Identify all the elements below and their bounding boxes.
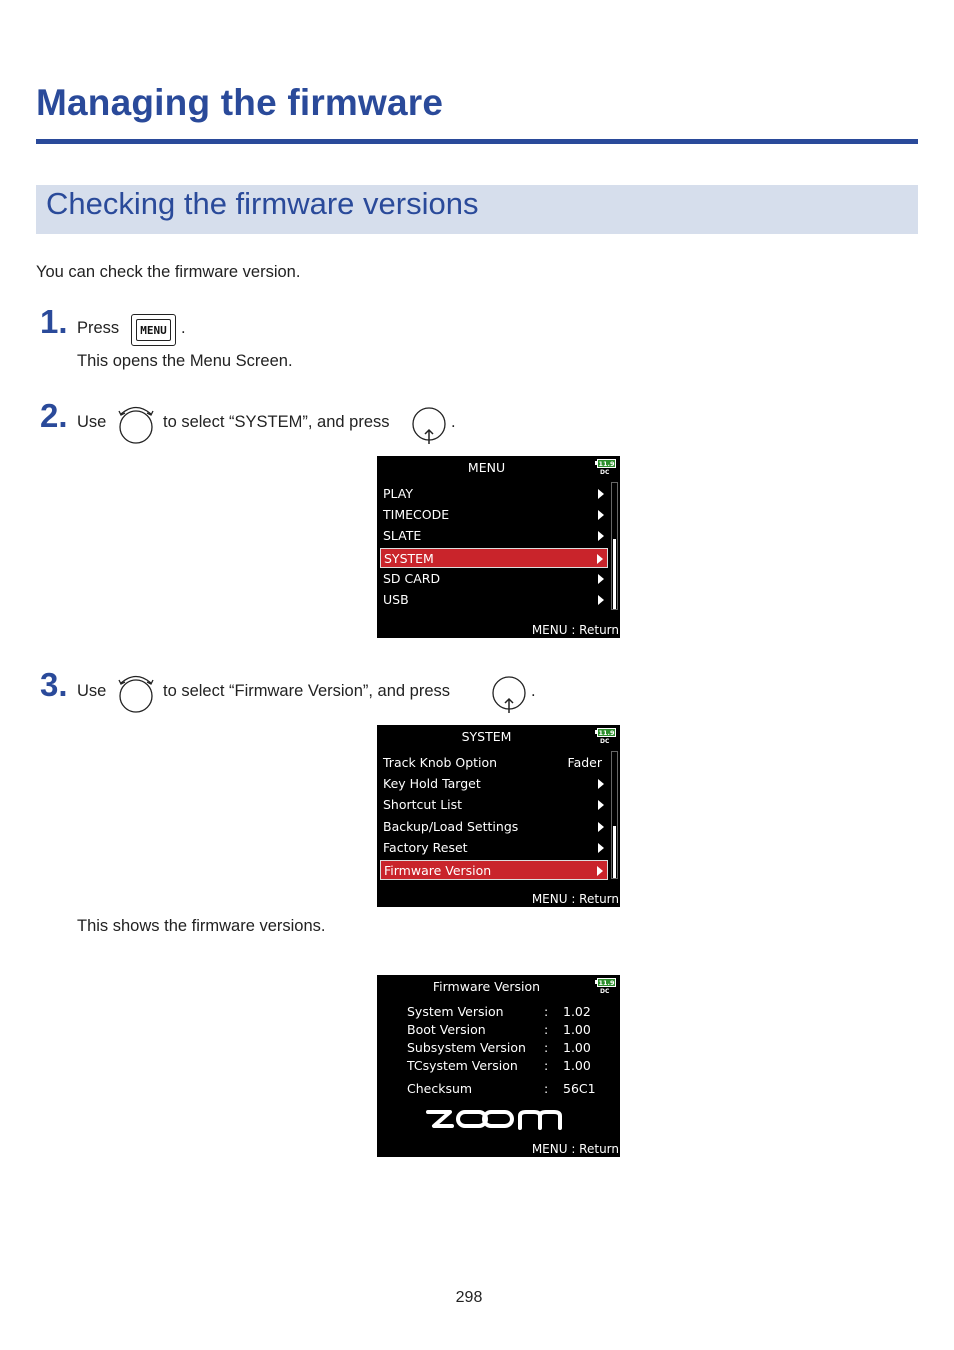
firmware-screen-footer: MENU : Return [531,1142,619,1156]
section-title: Checking the firmware versions [46,186,479,221]
menu-item-label: SYSTEM [384,551,434,566]
step-2-text-before: Use [77,413,107,431]
battery-icon [595,727,617,746]
step-3-text-after: . [531,682,536,700]
arrow-right-icon [597,554,603,564]
battery-level: 11.9 [598,460,615,468]
scroll-thumb [613,826,616,878]
arrow-right-icon [598,800,604,810]
menu-key-label: MENU [136,319,171,341]
menu-screen-footer: MENU : Return [531,623,619,637]
menu-item-label: PLAY [383,486,414,501]
zoom-logo [426,1108,572,1132]
menu-item-timecode [380,505,608,525]
fw-label-subsystem: Subsystem Version [407,1040,526,1055]
scrollbar [611,751,618,879]
menu-item-label: SLATE [383,528,422,543]
menu-item-label: USB [383,592,409,607]
fw-label-system: System Version [407,1004,504,1019]
menu-item-slate [380,526,608,546]
arrow-right-icon [598,843,604,853]
fw-value-checksum: 56C1 [563,1081,596,1096]
system-screen-title: SYSTEM [461,729,512,744]
battery-level: 11.9 [598,729,615,737]
arrow-right-icon [598,510,604,520]
system-item-key-hold-target [380,774,608,794]
dc-label: DC [600,738,610,745]
fw-value-system: 1.02 [563,1004,591,1019]
firmware-screen-title: Firmware Version [432,979,541,994]
menu-screen [377,456,620,638]
rotary-dial-icon [114,671,158,715]
step-2-text-after: . [451,413,456,431]
step-2-number: 2. [40,397,68,434]
battery-icon [595,458,617,477]
fw-separator: : [544,1058,549,1073]
battery-level: 11.9 [598,979,615,987]
system-item-firmware-version [380,860,608,880]
intro-text: You can check the firmware version. [36,263,301,281]
dc-label: DC [600,988,610,995]
system-item-factory-reset [380,838,608,858]
menu-item-system [380,548,608,568]
fw-label-boot: Boot Version [407,1022,486,1037]
arrow-right-icon [597,866,603,876]
menu-item-play [380,484,608,504]
fw-label-checksum: Checksum [407,1081,473,1096]
scroll-thumb [613,539,616,609]
rotary-dial-icon [114,402,158,446]
system-item-label: Key Hold Target [383,776,481,791]
arrow-right-icon [598,779,604,789]
menu-key-icon [131,314,176,346]
step-2-text-middle: to select “SYSTEM”, and press [163,413,390,431]
system-item-label: Factory Reset [383,840,468,855]
fw-separator: : [544,1040,549,1055]
page-number: 298 [455,1289,483,1306]
step-3-text-before: Use [77,682,107,700]
battery-icon [595,977,617,996]
menu-item-usb [380,590,608,610]
fw-separator: : [544,1004,549,1019]
step-1-text-before: Press [77,319,120,337]
scrollbar [611,482,618,610]
system-item-label: Backup/Load Settings [383,819,519,834]
menu-item-label: TIMECODE [383,507,450,522]
fw-separator: : [544,1081,549,1096]
dial-press-icon [410,404,450,446]
step-1-number: 1. [40,303,68,340]
title-rule [36,139,918,144]
fw-value-boot: 1.00 [563,1022,591,1037]
page-title: Managing the firmware [36,82,444,123]
system-screen-footer: MENU : Return [531,892,619,906]
arrow-right-icon [598,489,604,499]
fw-value-subsystem: 1.00 [563,1040,591,1055]
arrow-right-icon [598,574,604,584]
system-item-backup-load [380,817,608,837]
arrow-right-icon [598,822,604,832]
fw-label-tcsystem: TCsystem Version [407,1058,518,1073]
system-item-label: Firmware Version [384,863,492,878]
fw-value-tcsystem: 1.00 [563,1058,591,1073]
firmware-screen [377,975,620,1157]
system-item-track-knob-option [380,753,608,773]
dial-press-icon [490,673,530,715]
system-item-label: Track Knob Option [383,755,498,770]
step-1-text-after: . [181,319,186,337]
step-3-note: This shows the firmware versions. [77,917,326,935]
arrow-right-icon [598,531,604,541]
system-item-label: Shortcut List [383,797,463,812]
menu-screen-title: MENU [467,460,506,475]
system-item-shortcut-list [380,795,608,815]
step-3-text-middle: to select “Firmware Version”, and press [163,682,451,700]
dc-label: DC [600,469,610,476]
menu-item-sd-card [380,569,608,589]
menu-item-label: SD CARD [383,571,441,586]
step-3-number: 3. [40,666,68,703]
system-screen [377,725,620,907]
step-1-note: This opens the Menu Screen. [77,352,293,370]
arrow-right-icon [598,595,604,605]
system-item-value: Fader [567,755,602,770]
fw-separator: : [544,1022,549,1037]
